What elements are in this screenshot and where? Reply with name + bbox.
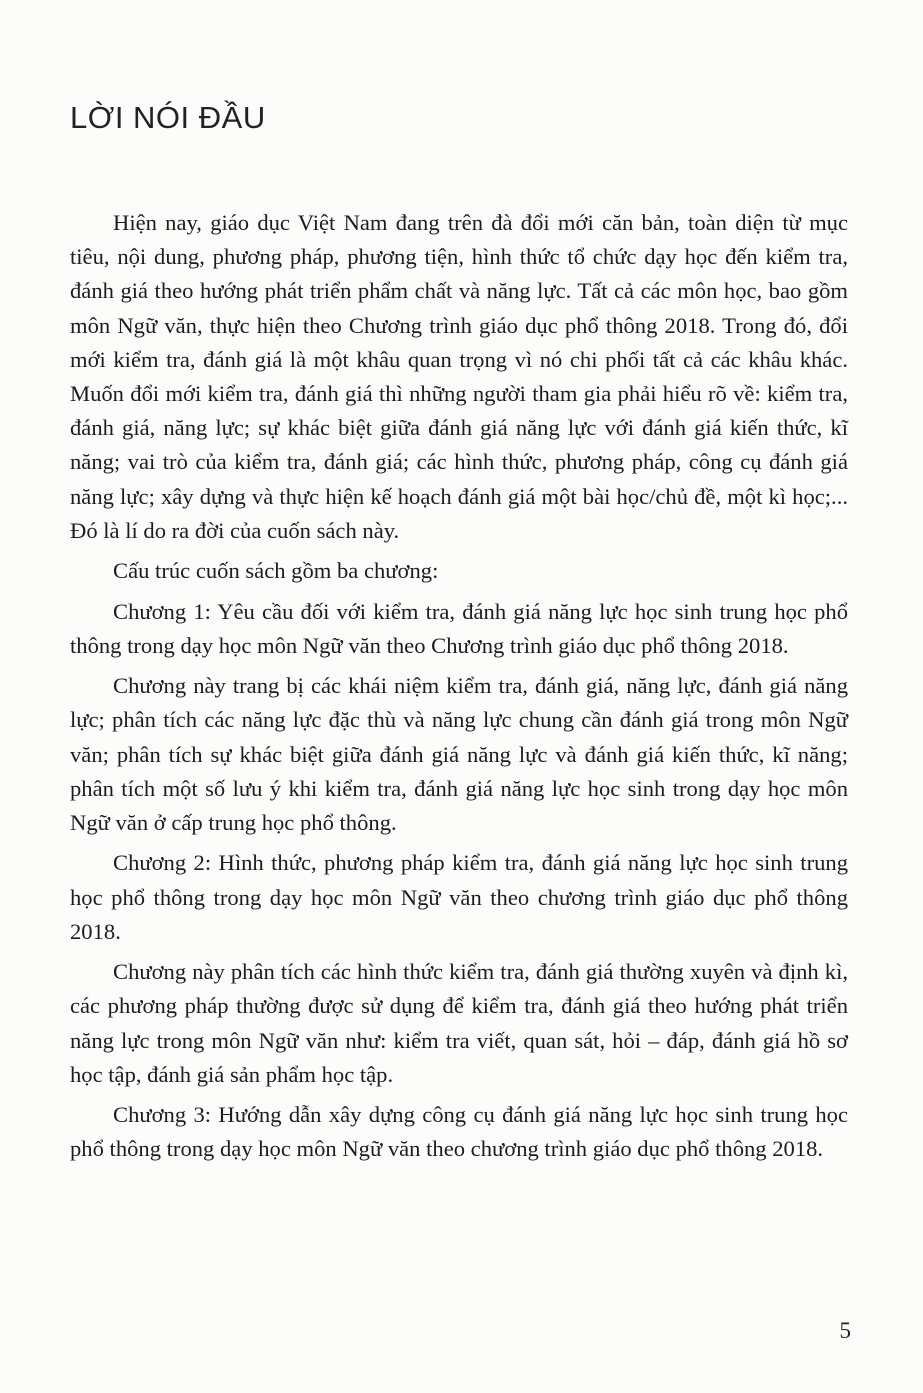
paragraph-structure: Cấu trúc cuốn sách gồm ba chương: <box>113 558 439 584</box>
paragraph-intro: Hiện nay, giáo dục Việt Nam đang trên đà đổi mới căn bản, toàn diện từ mục tiêu, nội dung, phương pháp, phương tiện, hình thức tổ chức dạy học đến kiểm tra, đánh giá theo hướng phát triển phẩm chất và năng lực. Tất cả các môn học, bao gồm môn Ngữ văn, thực hiện theo Chương trình giáo dục phổ thông 2018. Trong đó, đổi mới kiểm tra, đánh giá là một khâu quan trọng vì nó chi phối tất cả các khâu khác. Muốn đổi mới kiểm tra, đánh giá thì những người tham gia phải hiểu rõ về: kiểm tra, đánh giá, năng lực; sự khác biệt giữa đánh giá năng lực với đánh giá kiến thức, kĩ năng; vai trò của kiểm tra, đánh giá; các hình thức, phương pháp, công cụ đánh giá năng lực; xây dựng và thực hiện kế hoạch đánh giá một bài học/chủ đề, một kì học;... Đó là lí do ra đời của cuốn sách này. <box>70 210 848 543</box>
paragraph-chapter-3-title: Chương 3: Hướng dẫn xây dựng công cụ đánh giá năng lực học sinh trung học phổ thông trong dạy học môn Ngữ văn theo chương trình giáo dục phổ thông 2018. <box>70 1102 848 1162</box>
paragraph-chapter-2-title: Chương 2: Hình thức, phương pháp kiểm tra, đánh giá năng lực học sinh trung học phổ thông trong dạy học môn Ngữ văn theo chương trình giáo dục phổ thông 2018. <box>70 850 848 944</box>
page-title: LỜI NÓI ĐẦU <box>70 100 266 135</box>
paragraph-chapter-2-summary: Chương này phân tích các hình thức kiểm tra, đánh giá thường xuyên và định kì, các phương pháp thường được sử dụng để kiểm tra, đánh giá theo hướng phát triển năng lực trong môn Ngữ văn như: kiểm tra viết, quan sát, hỏi – đáp, đánh giá hồ sơ học tập, đánh giá sản phẩm học tập. <box>70 959 848 1087</box>
paragraph-chapter-1-summary: Chương này trang bị các khái niệm kiểm tra, đánh giá, năng lực, đánh giá năng lực; phân tích các năng lực đặc thù và năng lực chung cần đánh giá trong môn Ngữ văn; phân tích sự khác biệt giữa đánh giá năng lực và đánh giá kiến thức, kĩ năng; phân tích một số lưu ý khi kiểm tra, đánh giá năng lực học sinh trong dạy học môn Ngữ văn ở cấp trung học phổ thông. <box>70 673 848 836</box>
page-number: 5 <box>839 1318 851 1343</box>
paragraph-chapter-1-title: Chương 1: Yêu cầu đối với kiểm tra, đánh giá năng lực học sinh trung học phổ thông trong dạy học môn Ngữ văn theo Chương trình giáo dục phổ thông 2018. <box>70 598 848 658</box>
preface-body <box>70 206 848 1167</box>
